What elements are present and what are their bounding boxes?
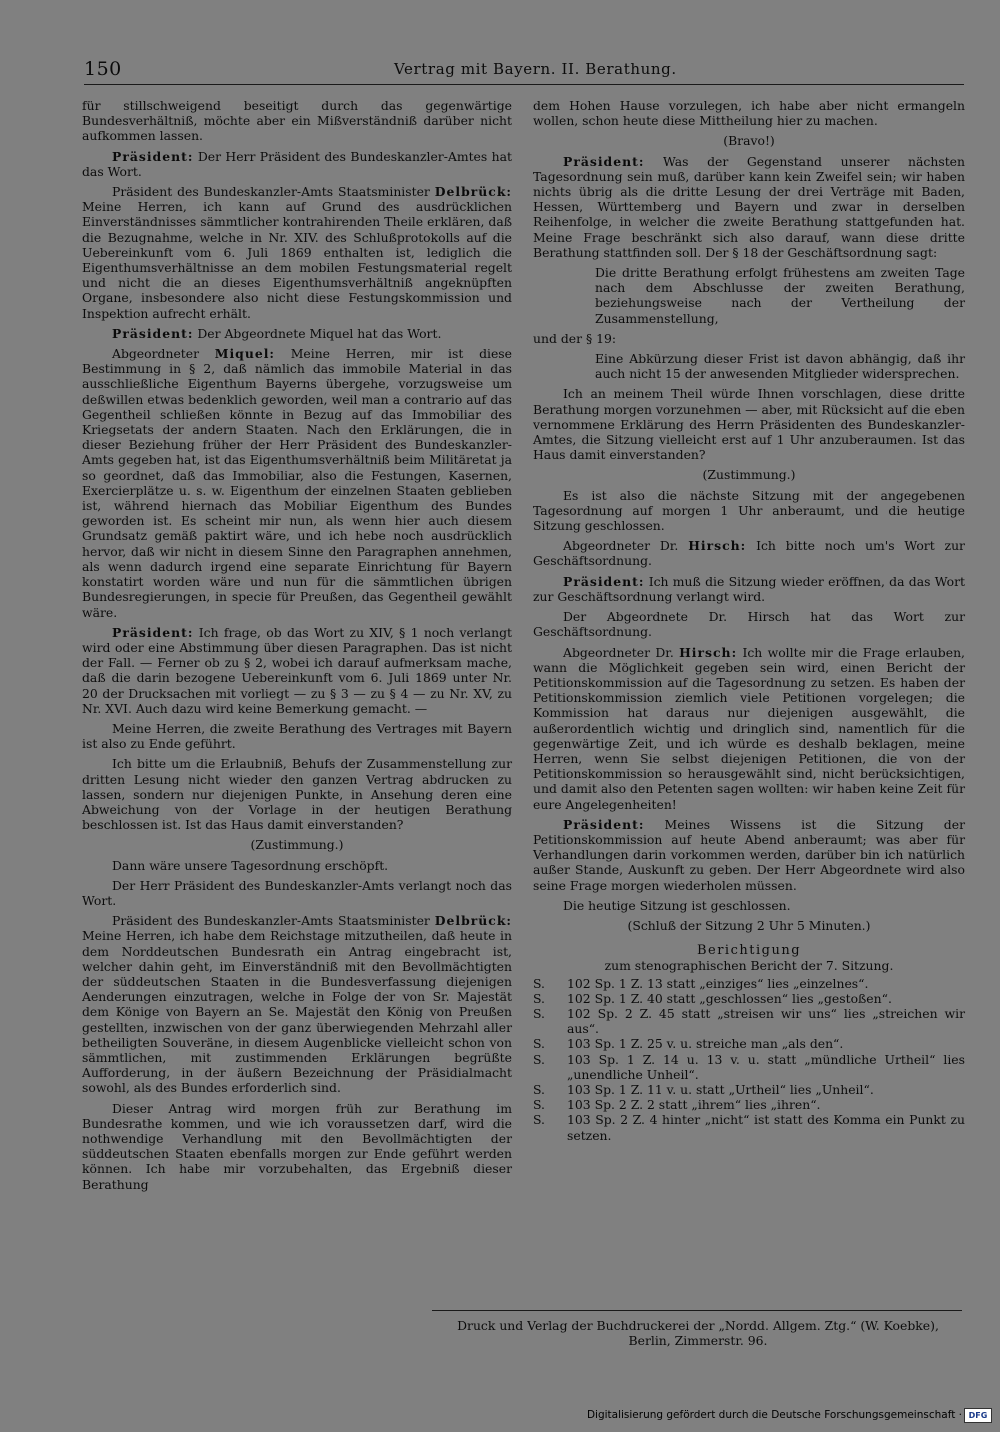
paragraph [82,98,512,144]
correction-line [533,1082,965,1097]
paragraph-text: Die heutige Sitzung ist geschlossen. [563,897,791,913]
correction-line [533,1112,965,1142]
paragraph-text: Ich muß die Sitzung wieder eröffnen, da das Wort zur Geschäftsordnung verlangt wird. [533,573,965,604]
correction-ref: S. [533,1081,545,1097]
paragraph-text: Ich bitte um die Erlaubniß, Behufs der Zusammenstellung zur dritten Lesung nicht wieder den ganzen Vertrag abdrucken zu lassen, sondern nur diejenigen Punkte, in Ansehung deren eine Abweichung von der Vorlage in der heutigen Berathung beschlossen ist. Ist das Haus damit einverstanden? [82,756,512,833]
paragraph-text: Meine Herren, mir ist diese Bestimmung in § 2, daß nämlich das immobile Material in das ausschließliche Eigenthum Bayerns übergehe, vorzugsweise um deßwillen etwas bedenklich geworden, weil man a contrario auf das Gegentheil schließen könnte in Bezug auf das Immobiliar des Kriegsetats der andern Staaten. Nach den Erklärungen, die in dieser Beziehung früher der Herr Präsident des Bundeskanzler-Amts gegeben hat, ist das Eigenthumsverhältniß beim Militäretat ja so geordnet, daß das Immobiliar, also die Festungen, Kasernen, Exercierplätze u. s. w. Eigenthum der einzelnen Staaten geblieben ist, während hiernach das Mobiliar Eigenthum des Bundes geworden ist. Es scheint mir nun, als wenn hier auch diesem Grundsatz gemäß paktirt wäre, und ich hebe noch ausdrücklich hervor, daß wir nicht in diesem Sinne den Paragraphen annehmen, als wenn dadurch irgend eine separate Einrichtung für Bayern konstatirt worden wäre und nun für die sämmtlichen übrigen Bundesregierungen, in specie für Preußen, das Gegentheil gewählt wäre. [82,346,512,620]
paragraph [82,326,512,341]
correction-ref: S. [533,1051,545,1067]
speaker-name: Hirsch: [688,538,747,554]
correction-line [533,1052,965,1082]
paragraph-text: Ich wollte mir die Frage erlauben, wann die Möglichkeit gegeben sein wird, einen Bericht der Petitionskommission auf die Tagesordnung zu setzen. Es haben der Petitionskommission ziemlich viele Petitionen vorgelegen; die Kommission hat daraus nur diejenigen ausgewählt, die außerordentlich wichtig und dringlich sind, namentlich für die gegenwärtige Zeit, und ich würde es deshalb beklagen, meine Herren, wenn Sie selbst diejenigen Petitionen, die von der Petitionskommission so herausgewählt sind, nicht berücksichtigen, und damit also den Petenten sagen wollten: wir haben keine Zeit für eure Angelegenheiten! [533,644,965,812]
speaker-name: Präsident: [563,153,645,169]
speaker-name: Präsident: [563,816,645,832]
paragraph [82,878,512,908]
speaker-name: Präsident: [563,573,645,589]
paragraph [82,346,512,620]
paragraph [595,265,965,326]
paragraph-text: Meine Herren, ich habe dem Reichstage mitzutheilen, daß heute in dem Norddeutschen Bundesrath ein Antrag eingebracht ist, welcher dahin geht, im Einverständniß mit den Bevollmächtigten der süddeutschen Staaten in die Bundesverfassung diejenigen Aenderungen einzutragen, welche in Folge der von Sr. Majestät dem Könige von Bayern an Se. Majestät den König von Preußen gestellten, inzwischen von der ganz überwiegenden Mehrzahl aller betheiligten Souveräne, in diesem Augenblicke vielleicht schon von sämmtlichen, mit zustimmenden Erklärungen begrüßte Aufforderung, in der äußern Bezeichnung der Präsidialmacht sowohl, als des Bundes erforderlich sind. [82,928,512,1096]
speaker-title: Präsident des Bundeskanzler-Amts Staatsminister [112,913,435,929]
speaker-name: Präsident: [112,148,194,164]
paragraph [533,488,965,534]
correction-ref: S. [533,975,545,991]
paragraph [533,386,965,462]
speaker-name: Delbrück: [434,913,512,929]
speaker-name: Delbrück: [434,184,512,200]
paragraph-text: (Zustimmung.) [250,837,344,853]
correction-line [533,1097,965,1112]
correction-text: 103 Sp. 1 Z. 14 u. 13 v. u. statt „mündliche Urtheil“ lies „unendliche Unheil“. [567,1051,965,1082]
speaker-title: Abgeordneter [112,346,215,362]
paragraph [533,574,965,604]
paragraph-text: Ich frage, ob das Wort zu XIV, § 1 noch verlangt wird oder eine Abstimmung über diesen Paragraphen. Das ist nicht der Fall. — Ferner ob zu § 2, wobei ich darauf aufmerksam mache, daß die darin bezogene Uebereinkunft vom 6. Juli 1869 unter Nr. 20 der Drucksachen mit vorliegt — zu § 3 — zu § 4 — zu Nr. XV, zu Nr. XVI. Auch dazu wird keine Bemerkung gemacht. — [82,624,512,716]
correction-line [533,1036,965,1051]
paragraph-text: Ich bitte noch um's Wort zur Geschäftsordnung. [533,538,965,569]
paragraph [533,898,965,913]
correction-text: 102 Sp. 2 Z. 45 statt „streisen wir uns“ lies „streichen wir aus“. [567,1005,965,1037]
paragraph [533,817,965,893]
speaker-title: Abgeordneter Dr. [563,644,680,660]
paragraph [82,858,512,873]
correction-line [533,991,965,1006]
correction-list [533,976,965,1143]
left-column [82,98,512,1197]
running-head: Vertrag mit Bayern. II. Berathung. [394,60,677,78]
correction-ref: S. [533,1005,545,1021]
paragraph [82,721,512,751]
paragraph [533,609,965,639]
paragraph [82,913,512,1095]
paragraph-text: Dieser Antrag wird morgen früh zur Berathung im Bundesrathe kommen, und wie ich voraussetzen darf, wird die nothwendige Verhandlung mit den Bevollmächtigten der süddeutschen Staaten ebenfalls morgen zur Ende geführt werden können. Ich habe mir vorzubehalten, das Ergebniß dieser Berathung [82,1100,512,1192]
paragraph [533,331,965,346]
paragraph-text: Eine Abkürzung dieser Frist ist davon abhängig, daß ihr auch nicht 15 der anwesenden Mitglieder widersprechen. [595,351,965,382]
paragraph-text: (Zustimmung.) [702,467,796,483]
paragraph-text: Ich an meinem Theil würde Ihnen vorschlagen, diese dritte Berathung morgen vorzunehmen — aber, mit Rücksicht auf die eben vernommene Erklärung des Herrn Präsidenten des Bundeskanzler-Amtes, die Sitzung vielleicht erst auf 1 Uhr anzuberaumen. Ist das Haus damit einverstanden? [533,386,965,463]
correction-text: 103 Sp. 2 Z. 2 statt „ihrem“ lies „ihren“. [567,1097,821,1113]
paragraph-text: Meine Herren, die zweite Berathung des Vertrages mit Bayern ist also zu Ende geführt. [82,720,512,752]
correction-text: 103 Sp. 1 Z. 11 v. u. statt „Urtheil“ lies „Unheil“. [567,1081,874,1097]
correction-subtitle: zum stenographischen Bericht der 7. Sitzung. [604,958,894,974]
paragraph-text: Der Abgeordnete Miquel hat das Wort. [193,325,442,341]
page-number: 150 [84,58,122,80]
correction-ref: S. [533,990,545,1006]
correction-text: 103 Sp. 2 Z. 4 hinter „nicht“ ist statt des Komma ein Punkt zu setzen. [567,1112,965,1143]
imprint [448,1318,948,1348]
paragraph-text: Der Herr Präsident des Bundeskanzler-Amts verlangt noch das Wort. [82,877,512,908]
footer-rule [432,1310,962,1311]
right-column [533,98,965,1143]
paragraph-text: Meine Herren, ich kann auf Grund des ausdrücklichen Einverständnisses sämmtlicher kontrahirenden Theile erklären, daß die Bezugnahme, welche in Nr. XIV. des Schlußprotokolls auf die Uebereinkunft vom 6. Juli 1869 enthalten ist, lediglich die Eigenthumsverhältnisse an dem mobilen Festungsmaterial regelt und nicht die an dieses Eigenthumsverhältniß angeknüpften Organe, insbesondere also nicht diese Festungskommission und Inspektion aufrecht erhält. [82,199,512,321]
paragraph-text: (Schluß der Sitzung 2 Uhr 5 Minuten.) [627,917,871,933]
paragraph [533,918,965,933]
digitization-credit: Digitalisierung gefördert durch die Deutsche Forschungsgemeinschaft · [586,1409,962,1421]
speaker-title: Abgeordneter Dr. [563,538,689,554]
page-header [84,58,964,85]
correction-ref: S. [533,1112,545,1128]
paragraph-text: Meines Wissens ist die Sitzung der Petitionskommission auf heute Abend anberaumt; was aber für Verhandlungen darin vorkommen werden, darüber bin ich natürlich außer Stande, Auskunft zu geben. Der Herr Abgeordnete wird also seine Frage morgen wiederholen müssen. [533,816,965,893]
imprint-line-1: Druck und Verlag der Buchdruckerei der „Nordd. Allgem. Ztg.“ (W. Koebke), [457,1318,939,1333]
dfg-logo-icon: DFG [964,1408,992,1423]
correction-text: 103 Sp. 1 Z. 25 v. u. streiche man „als den“. [567,1036,844,1052]
paragraph-text: Was der Gegenstand unserer nächsten Tagesordnung sein muß, darüber kann kein Zweifel sein; wir haben nichts übrig als die dritte Lesung der drei Verträge mit Baden, Hessen, Württemberg und Bayern und zwar in derselben Reihenfolge, in welcher die zweite Berathung stattgefunden hat. Meine Frage beschränkt sich also darauf, wann diese dritte Berathung stattfinden soll. Der § 18 der Geschäftsordnung sagt: [533,153,965,260]
paragraph-text: dem Hohen Hause vorzulegen, ich habe aber nicht ermangeln wollen, schon heute diese Mittheilung hier zu machen. [533,98,965,129]
paragraph [595,351,965,381]
correction-line [533,1006,965,1036]
paragraph [82,184,512,321]
paragraph [82,149,512,179]
paragraph [82,625,512,716]
correction-text: 102 Sp. 1 Z. 40 statt „geschlossen“ lies „gestoßen“. [567,990,892,1006]
correction-ref: S. [533,1097,545,1113]
correction-ref: S. [533,1036,545,1052]
paragraph [533,538,965,568]
paragraph [533,154,965,260]
paragraph [82,756,512,832]
paragraph-text: und der § 19: [533,330,617,346]
speaker-name: Präsident: [112,325,194,341]
speaker-title: Präsident des Bundeskanzler-Amts Staatsminister [112,184,435,200]
speaker-name: Präsident: [112,624,194,640]
paragraph [533,133,965,148]
paragraph-text: Es ist also die nächste Sitzung mit der angegebenen Tagesordnung auf morgen 1 Uhr anberaumt, und die heutige Sitzung geschlossen. [533,487,965,534]
right-column-body [533,98,965,933]
paragraph-text: Dann wäre unsere Tagesordnung erschöpft. [112,857,389,873]
paragraph-text: (Bravo!) [723,133,775,149]
correction-text: 102 Sp. 1 Z. 13 statt „einziges“ lies „einzelnes“. [567,975,869,991]
paragraph-text: für stillschweigend beseitigt durch das gegenwärtige Bundesverhältniß, möchte aber ein Mißverständniß darüber nicht aufkommen lassen. [82,98,512,144]
paragraph [82,837,512,852]
paragraph-text: Der Abgeordnete Dr. Hirsch hat das Wort zur Geschäftsordnung. [533,609,965,640]
paragraph [533,645,965,812]
paragraph-text: Die dritte Berathung erfolgt frühestens am zweiten Tage nach dem Abschlusse der zweiten Berathung, beziehungsweise nach der Vertheilung der Zusammenstellung, [595,265,965,326]
paragraph [533,98,965,128]
paragraph-text: Der Herr Präsident des Bundeskanzler-Amtes hat das Wort. [82,148,512,179]
paragraph [533,467,965,482]
speaker-name: Hirsch: [679,644,738,660]
correction-block [533,943,965,1143]
paragraph [82,1101,512,1192]
correction-title: Berichtigung [696,943,802,959]
speaker-name: Miquel: [214,346,275,362]
correction-line [533,976,965,991]
imprint-line-2: Berlin, Zimmerstr. 96. [628,1333,768,1348]
